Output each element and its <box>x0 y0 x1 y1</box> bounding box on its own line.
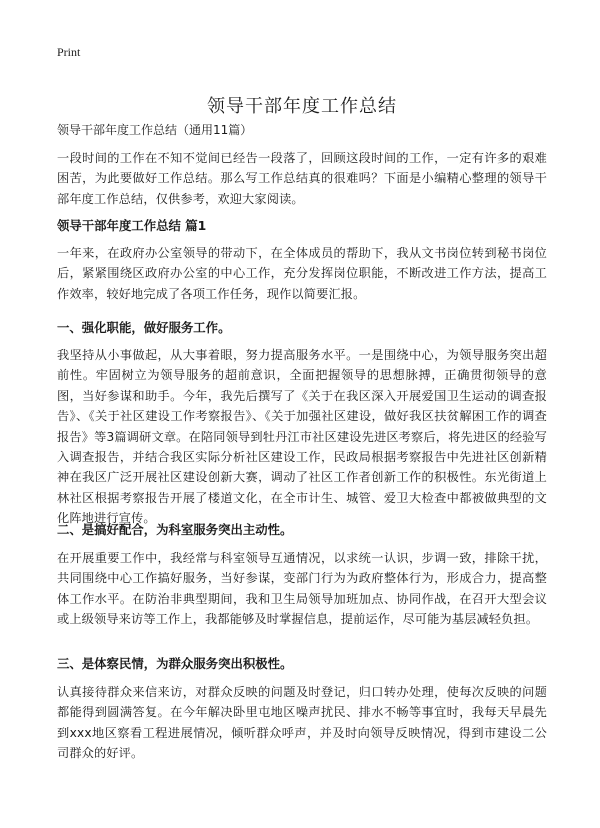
heading-cooperation: 二、是搞好配合，为科室服务突出主动性。 <box>57 522 293 537</box>
paragraph-cooperation: 在开展重要工作中，我经常与科室领导互通情况，以求统一认识，步调一致，排除干扰，共同围绕中心工作搞好服务，当好参谋，变部门行为为政府整体行为，形成合力，提高整体工作水平。在防治非典型期间，我和卫生局领导加班加点、协同作战，在召开大型会议或上级领导来访等工作上，我都能够及时掌握信息，提前运作，尽可能为基层减轻负担。 <box>57 551 547 627</box>
intro-paragraph: 一段时间的工作在不知不觉间已经告一段落了，回顾这段时间的工作，一定有许多的艰难困苦，为此要做好工作总结。那么写工作总结真的很难吗？下面是小编精心整理的领导干部年度工作总结，仅供参考，欢迎大家阅读。 <box>57 151 547 206</box>
print-link[interactable]: Print <box>57 45 81 59</box>
section-title: 领导干部年度工作总结 篇1 <box>57 218 207 233</box>
heading-public-sentiment: 三、是体察民情，为群众服务突出积极性。 <box>57 656 293 671</box>
section-intro-paragraph: 一年来，在政府办公室领导的带动下，在全体成员的帮助下，我从文书岗位转到秘书岗位后，紧紧围绕区政府办公室的中心工作，充分发挥岗位职能，不断改进工作方法，提高工作效率，较好地完成了各项工作任务，现作以简要汇报。 <box>57 246 547 301</box>
paragraph-strengthen-functions: 我坚持从小事做起，从大事着眼，努力提高服务水平。一是围绕中心，为领导服务突出超前性。牢固树立为领导服务的超前意识，全面把握领导的思想脉搏，正确贯彻领导的意图，当好参谋和助手。今年，我先后撰写了《关于在我区深入开展爱国卫生运动的调查报告》、《关于社区建设工作考察报告》、《关于加强社区建设，做好我区扶贫解困工作的调查报告》等3篇调研文章。在陪同领导到牡丹江市社区建设先进区考察后，将先进区的经验写入调查报告，并结合我区实际分析社区建设工作，民政局根据考察报告中先进社区创新精神在我区广泛开展社区建设创新大赛，调动了社区工作者创新工作的积极性。东光街道上林社区根据考察报告开展了楼道文化，在全市计生、城管、爱卫大检查中都被做典型的文化阵地进行宣传。 <box>57 348 547 526</box>
page-title: 领导干部年度工作总结 <box>207 96 397 118</box>
document-subtitle: 领导干部年度工作总结（通用11篇） <box>57 123 253 137</box>
heading-strengthen-functions: 一、强化职能，做好服务工作。 <box>57 320 231 335</box>
paragraph-public-sentiment: 认真接待群众来信来访，对群众反映的问题及时登记，归口转办处理，使每次反映的问题都能得到圆满答复。在今年解决卧里屯地区噪声扰民、排水不畅等事宜时，我每天早晨先到xxx地区察看工程进展情况，倾听群众呼声，并及时向领导反映情况，得到市建设二公司群众的好评。 <box>57 685 547 761</box>
